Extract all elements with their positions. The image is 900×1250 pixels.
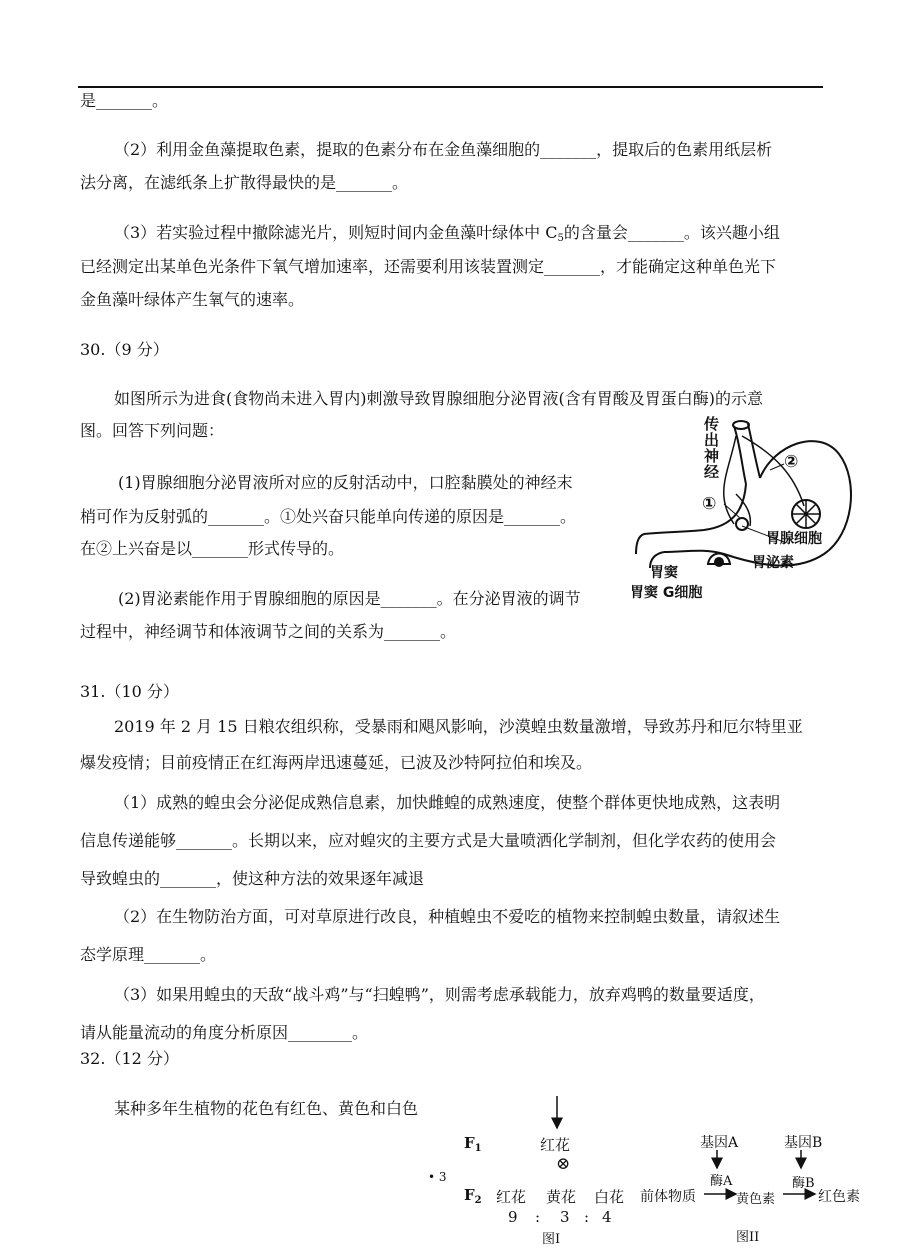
text-line: 请从能量流动的角度分析原因________。 (80, 1023, 369, 1042)
text-line: 是_______。 (80, 91, 169, 110)
question-31-3: （3）如果用蝗虫的天敌“战斗鸡”与“扫蝗鸭”，则需考虑承载能力，放弃鸡鸭的数量要适度， (114, 985, 765, 1004)
gland-cell-label: 胃腺细胞 (766, 531, 822, 547)
gene-b-label: 基因B (784, 1135, 823, 1151)
question-31-heading: 31.（10 分） (80, 682, 179, 701)
ratio-4: 4 (602, 1208, 612, 1226)
enzyme-b-label: 酶B (792, 1176, 815, 1191)
text-line: 在②上兴奋是以_______形式传导的。 (80, 539, 345, 558)
text-line: 态学原理_______。 (80, 945, 217, 964)
question-29-3 (114, 222, 780, 250)
text-line: 爆发疫情；目前疫情正在红海两岸迅速蔓延，已波及沙特阿拉伯和埃及。 (80, 753, 593, 772)
ratio-3: 3 (560, 1208, 570, 1226)
circle-2-label: ② (784, 452, 799, 472)
f1-red-flower: 红花 (540, 1136, 571, 1154)
subscript: 1 (474, 1143, 482, 1154)
f2-yellow-flower: 黄花 (546, 1188, 577, 1206)
question-31-1: （1）成熟的蝗虫会分泌促成熟信息素，加快雌蝗的成熟速度，使整个群体更快地成熟，这表明 (114, 793, 781, 812)
text-line: 梢可作为反射弧的_______。①处兴奋只能单向传递的原因是_______。 (80, 507, 577, 526)
figure-1-caption: 图I (542, 1232, 561, 1247)
text-segment: F (464, 1134, 475, 1152)
gastrin-label: 胃泌素 (752, 555, 794, 571)
question-30-intro: 如图所示为进食(食物尚未进入胃内)刺激导致胃腺细胞分泌胃液(含有胃酸及胃蛋白酶)的示意 (114, 389, 763, 408)
header-rule (78, 86, 823, 88)
f1-label (464, 1134, 482, 1154)
g-cell-label: 胃窦 G细胞 (630, 585, 703, 601)
question-30-1: (1)胃腺细胞分泌胃液所对应的反射活动中，口腔黏膜处的神经末 (118, 473, 573, 492)
text-line: 金鱼藻叶绿体产生氧气的速率。 (80, 290, 305, 309)
f2-red-flower: 红花 (496, 1188, 527, 1206)
question-32-heading: 32.（12 分） (80, 1049, 179, 1068)
stomach-diagram (624, 414, 864, 610)
genetics-figures (420, 1090, 880, 1246)
question-29-2: （2）利用金鱼藻提取色素，提取的色素分布在金鱼藻细胞的_______，提取后的色素用纸层析 (114, 140, 773, 159)
selfing-symbol: ⊗ (556, 1154, 571, 1174)
circle-1-label: ① (702, 494, 717, 514)
question-30-2: (2)胃泌素能作用于胃腺细胞的原因是_______。在分泌胃液的调节 (118, 589, 581, 608)
precursor-label: 前体物质 (640, 1189, 696, 1205)
question-31-2: （2）在生物防治方面，可对草原进行改良，种植蝗虫不爱吃的植物来控制蝗虫数量，请叙述生 (114, 907, 781, 926)
subscript: 5 (557, 233, 564, 244)
text-segment: （3）若实验过程中撤除滤光片，则短时间内金鱼藻叶绿体中 C (114, 223, 558, 242)
text-line: 过程中，神经调节和体液调节之间的关系为_______。 (80, 622, 457, 641)
question-32-intro: 某种多年生植物的花色有红色、黄色和白色 (114, 1099, 419, 1118)
text-line: 法分离，在滤纸条上扩散得最快的是_______。 (80, 173, 409, 192)
text-line: 图。回答下列问题： (80, 421, 225, 440)
subscript: 2 (474, 1195, 482, 1206)
nerve-label: 传出神经 (704, 415, 720, 481)
text-segment: 的含量会_______。该兴趣小组 (563, 223, 780, 242)
red-pigment-label: 红色素 (818, 1189, 860, 1205)
ratio-9: 9 (508, 1208, 518, 1226)
page-marker: • 3 (428, 1170, 447, 1184)
question-30-heading: 30.（9 分） (80, 340, 169, 359)
enzyme-a-label: 酶A (710, 1174, 733, 1189)
antrum-label: 胃窦 (650, 565, 678, 581)
yellow-pigment-label: 黄色素 (736, 1192, 776, 1207)
question-31-intro: 2019 年 2 月 15 日粮农组织称，受暴雨和飓风影响，沙漠蝗虫数量激增，导致苏丹和厄尔特里亚 (114, 717, 803, 736)
genetics-drawing (420, 1090, 880, 1246)
f2-white-flower: 白花 (594, 1188, 625, 1206)
text-line: 已经测定出某单色光条件下氧气增加速率，还需要利用该装置测定_______，才能确定这种单色光下 (80, 257, 777, 276)
text-line: 导致蝗虫的_______，使这种方法的效果逐年减退 (80, 869, 425, 888)
ratio-colon: : (535, 1208, 541, 1226)
text-line: 信息传递能够_______。长期以来，应对蝗灾的主要方式是大量喷洒化学制剂，但化学农药的使用会 (80, 831, 777, 850)
ratio-colon: : (584, 1208, 590, 1226)
text-segment: F (464, 1186, 475, 1204)
figure-2-caption: 图II (736, 1230, 760, 1245)
gene-a-label: 基因A (700, 1135, 739, 1151)
f2-label (464, 1186, 482, 1206)
